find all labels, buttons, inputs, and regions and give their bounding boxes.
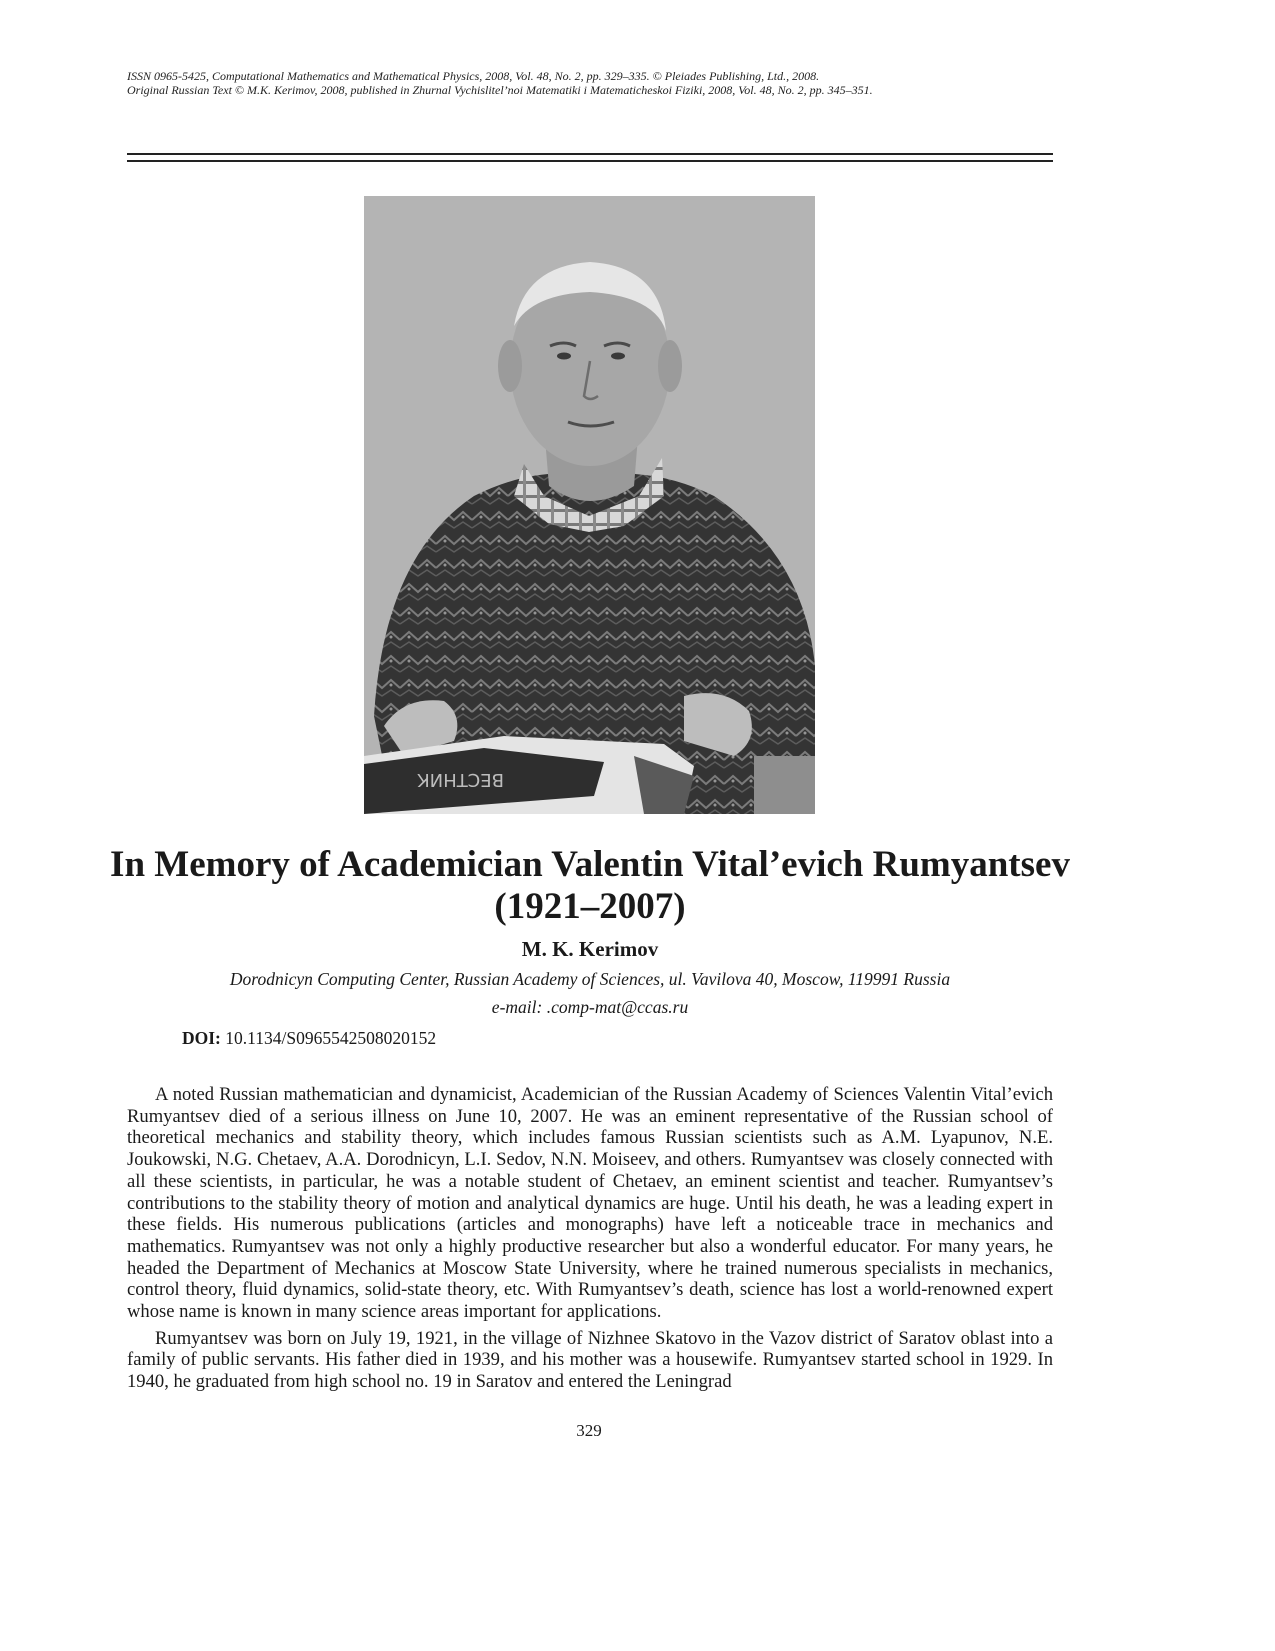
body-paragraph-1: A noted Russian mathematician and dynamicist, Academician of the Russian Academy of Sciences Valentin Vital’evich Rumyantsev died of a serious illness on June 10, 2007. He was an eminent representative of the Russian school of theoretical mechanics and stability theory, which includes famous Russian scientists such as A.M. Lyapunov, N.E. Joukowski, N.G. Chetaev, A.A. Dorodnicyn, L.I. Sedov, N.N. Moiseev, and others. Rumyantsev was closely connected with all these scientists, in particular, he was a notable student of Chetaev, an eminent scientist and teacher. Rumyantsev’s contributions to the stability theory of motion and analytical dynamics are huge. Until his death, he was a leading expert in these fields. His numerous publications (articles and monographs) have left a noticeable trace in mechanics and mathematics. Rumyantsev was not only a highly productive researcher but also a wonderful educator. For many years, he headed the Department of Mechanics at Moscow State University, where he trained numerous specialists in mechanics, control theory, fluid dynamics, solid-state theory, etc. With Rumyantsev’s death, science has lost a world-renowned expert whose name is known in many science areas important for applications. — [127, 1084, 1053, 1323]
page-number: 329 — [576, 1421, 602, 1440]
journal-citation-line: ISSN 0965-5425, Computational Mathematics and Mathematical Physics, 2008, Vol. 48, No. 2, pp. 329–335. © Pleiades Publishing, Ltd., 2008. — [127, 69, 820, 83]
header-rule-bottom — [127, 160, 1053, 162]
portrait-photo — [364, 196, 815, 814]
book-cover-text: ВЕСТНИК — [416, 769, 504, 790]
author-email: e-mail: .comp-mat@ccas.ru — [491, 997, 689, 1017]
journal-header — [127, 69, 1107, 97]
body-paragraph-2: Rumyantsev was born on July 19, 1921, in the village of Nizhnee Skatovo in the Vazov district of Saratov oblast into a family of public servants. His father died in 1939, and his mother was a housewife. Rumyantsev started school in 1929. In 1940, he graduated from high school no. 19 in Saratov and entered the Leningrad — [127, 1327, 1053, 1393]
title-line-1: In Memory of Academician Valentin Vital’evich Rumyantsev — [110, 844, 1070, 885]
doi-label: DOI: — [182, 1028, 221, 1048]
doi-line — [182, 1027, 436, 1049]
original-text-line: Original Russian Text © M.K. Kerimov, 2008, published in Zhurnal Vychislitel’noi Matematiki i Matematicheskoi Fiziki, 2008, Vol. 48, No. 2, pp. 345–351. — [127, 83, 873, 97]
doi-value: 10.1134/S0965542508020152 — [225, 1028, 437, 1048]
author-affiliation: Dorodnicyn Computing Center, Russian Academy of Sciences, ul. Vavilova 40, Moscow, 119991 Russia — [229, 969, 951, 989]
header-rule-top — [127, 153, 1053, 155]
article-title — [100, 844, 1080, 928]
article-body — [127, 1084, 1053, 1398]
title-line-2: (1921–2007) — [494, 886, 686, 927]
author-name: M. K. Kerimov — [521, 937, 659, 961]
